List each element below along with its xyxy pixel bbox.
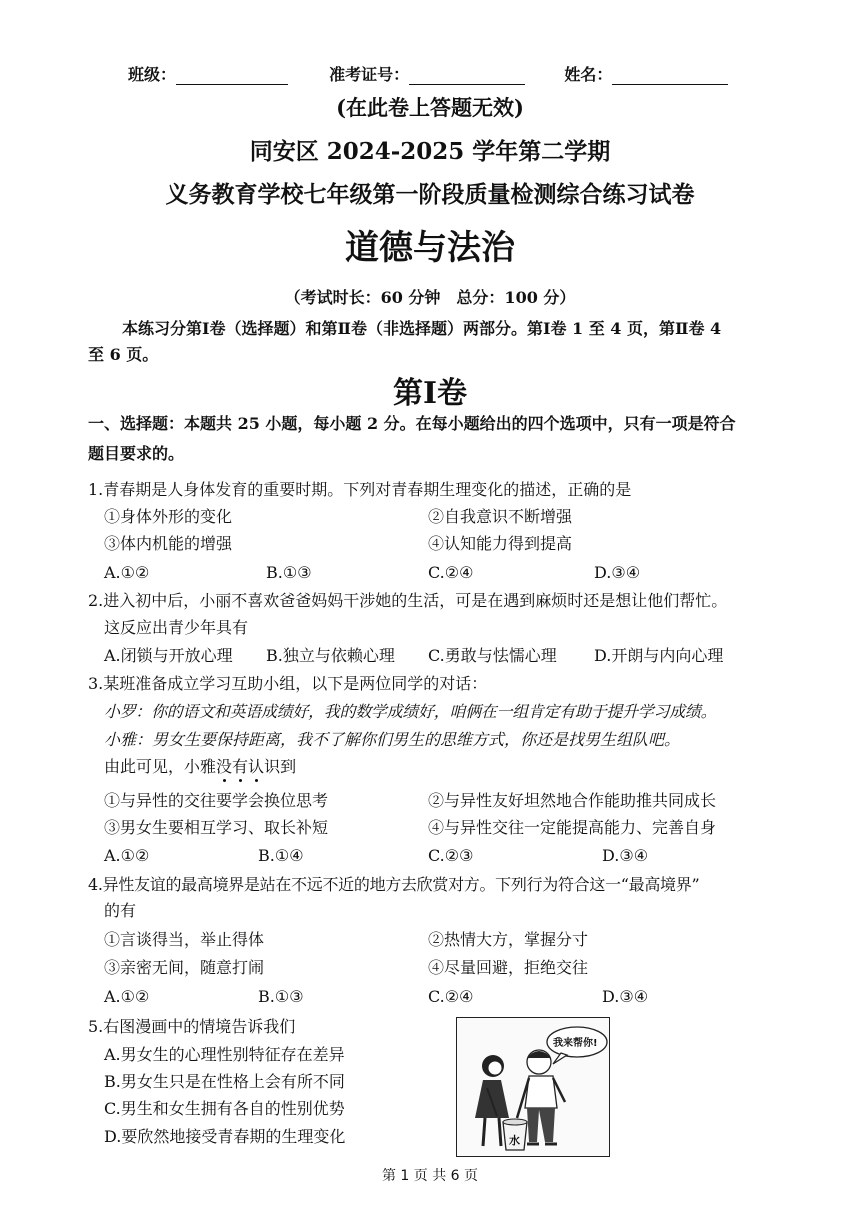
q1-stem: 1.青春期是人身体发育的重要时期。下列对青春期生理变化的描述，正确的是: [88, 480, 632, 499]
section-line1: 一、选择题：本题共 25 小题，每小题 2 分。在每小题给出的四个选项中，只有一项是符合: [88, 414, 736, 433]
part-title: 第Ⅰ卷: [392, 376, 468, 411]
q4-stem-line1: 4.异性友谊的最高境界是站在不远不近的地方去欣赏对方。下列行为符合这一“最高境界”: [88, 875, 700, 894]
title-line2: 义务教育学校七年级第一阶段质量检测综合练习试卷: [165, 181, 695, 208]
q2-stem-line2: 这反应出青少年具有: [104, 618, 249, 637]
q4-choice-c[interactable]: C.②④: [428, 987, 474, 1006]
intro-line2: 至 6 页。: [88, 345, 159, 364]
q1-item-3: ③体内机能的增强: [104, 534, 233, 553]
q1-item-1: ①身体外形的变化: [104, 507, 233, 526]
q4-choice-b[interactable]: B.①③: [258, 987, 304, 1006]
q2-choice-a[interactable]: A.闭锁与开放心理: [104, 646, 233, 665]
q1-choice-a[interactable]: A.①②: [104, 563, 150, 582]
q3-emphasis-char: 认: [248, 757, 265, 776]
q4-item-4: ④尽量回避，拒绝交往: [428, 958, 589, 977]
q3-lead-end: 识到: [264, 757, 297, 776]
name-field[interactable]: [612, 66, 728, 85]
intro-line1: 本练习分第Ⅰ卷（选择题）和第Ⅱ卷（非选择题）两部分。第Ⅰ卷 1 至 4 页，第Ⅱ卷 4: [122, 319, 722, 338]
q3-choice-c[interactable]: C.②③: [428, 846, 474, 865]
q2-choice-d[interactable]: D.开朗与内向心理: [594, 646, 724, 665]
student-info-row: [128, 62, 728, 85]
q3-emphasis-char: 有: [232, 757, 249, 776]
q5-stem: 5.右图漫画中的情境告诉我们: [88, 1017, 296, 1036]
q4-item-2: ②热情大方，掌握分寸: [428, 930, 589, 949]
q5-choice-b[interactable]: B.男女生只是在性格上会有所不同: [104, 1072, 345, 1091]
name-label: 姓名：: [564, 65, 613, 84]
q2-choice-b[interactable]: B.独立与依赖心理: [266, 646, 395, 665]
q3-emphasis-char: 没: [216, 757, 233, 776]
q3-stem: 3.某班准备成立学习互助小组，以下是两位同学的对话：: [88, 674, 488, 693]
q4-choice-d[interactable]: D.③④: [602, 987, 649, 1006]
q3-item-3: ③男女生要相互学习、取长补短: [104, 818, 329, 837]
q2-choice-c[interactable]: C.勇敢与怯懦心理: [428, 646, 557, 665]
q4-stem-line2: 的有: [104, 901, 137, 920]
exam-info: （考试时长：60 分钟 总分：100 分）: [284, 288, 576, 307]
q3-choice-a[interactable]: A.①②: [104, 846, 150, 865]
q5-cartoon: [456, 1017, 610, 1157]
q4-item-3: ③亲密无间，随意打闹: [104, 958, 265, 977]
exam-no-field[interactable]: [409, 66, 525, 85]
q1-choice-b[interactable]: B.①③: [266, 563, 312, 582]
q4-choice-a[interactable]: A.①②: [104, 987, 150, 1006]
q3-lead: [104, 757, 296, 777]
invalid-note: (在此卷上答题无效): [336, 95, 524, 120]
subject-title: 道德与法治: [345, 228, 515, 268]
class-label: 班级：: [128, 65, 177, 84]
q5-choice-d[interactable]: D.要欣然地接受青春期的生理变化: [104, 1127, 346, 1146]
q5-choice-a[interactable]: A.男女生的心理性别特征存在差异: [104, 1045, 345, 1064]
q1-item-2: ②自我意识不断增强: [428, 507, 573, 526]
page-footer: 第 1 页 共 6 页: [381, 1168, 479, 1184]
q3-dialog-luo: 小罗：你的语文和英语成绩好，我的数学成绩好，咱俩在一组肯定有助于提升学习成绩。: [104, 702, 717, 721]
exam-no-label: 准考证号：: [329, 65, 410, 84]
class-field[interactable]: [176, 66, 288, 85]
q4-item-1: ①言谈得当，举止得体: [104, 930, 265, 949]
q1-item-4: ④认知能力得到提高: [428, 534, 573, 553]
cartoon-speech-text: 我来帮你!: [553, 1038, 598, 1049]
q3-item-4: ④与异性交往一定能提高能力、完善自身: [428, 818, 717, 837]
q5-choice-c[interactable]: C.男生和女生拥有各自的性别优势: [104, 1099, 345, 1118]
title-line1: 同安区 2024-2025 学年第二学期: [249, 138, 611, 165]
q1-choice-d[interactable]: D.③④: [594, 563, 641, 582]
q3-choice-b[interactable]: B.①④: [258, 846, 304, 865]
q3-item-1: ①与异性的交往要学会换位思考: [104, 791, 329, 810]
q1-choice-c[interactable]: C.②④: [428, 563, 474, 582]
q3-lead-start: 由此可见，小雅: [104, 757, 217, 776]
q2-stem-line1: 2.进入初中后，小丽不喜欢爸爸妈妈干涉她的生活，可是在遇到麻烦时还是想让他们帮忙。: [88, 591, 728, 610]
q3-item-2: ②与异性友好坦然地合作能助推共同成长: [428, 791, 717, 810]
cartoon-bucket-label: 水: [509, 1134, 520, 1147]
q3-dialog-ya: 小雅：男女生要保持距离，我不了解你们男生的思维方式，你还是找男生组队吧。: [104, 730, 681, 749]
q3-choice-d[interactable]: D.③④: [602, 846, 649, 865]
section-line2: 题目要求的。: [88, 444, 185, 463]
